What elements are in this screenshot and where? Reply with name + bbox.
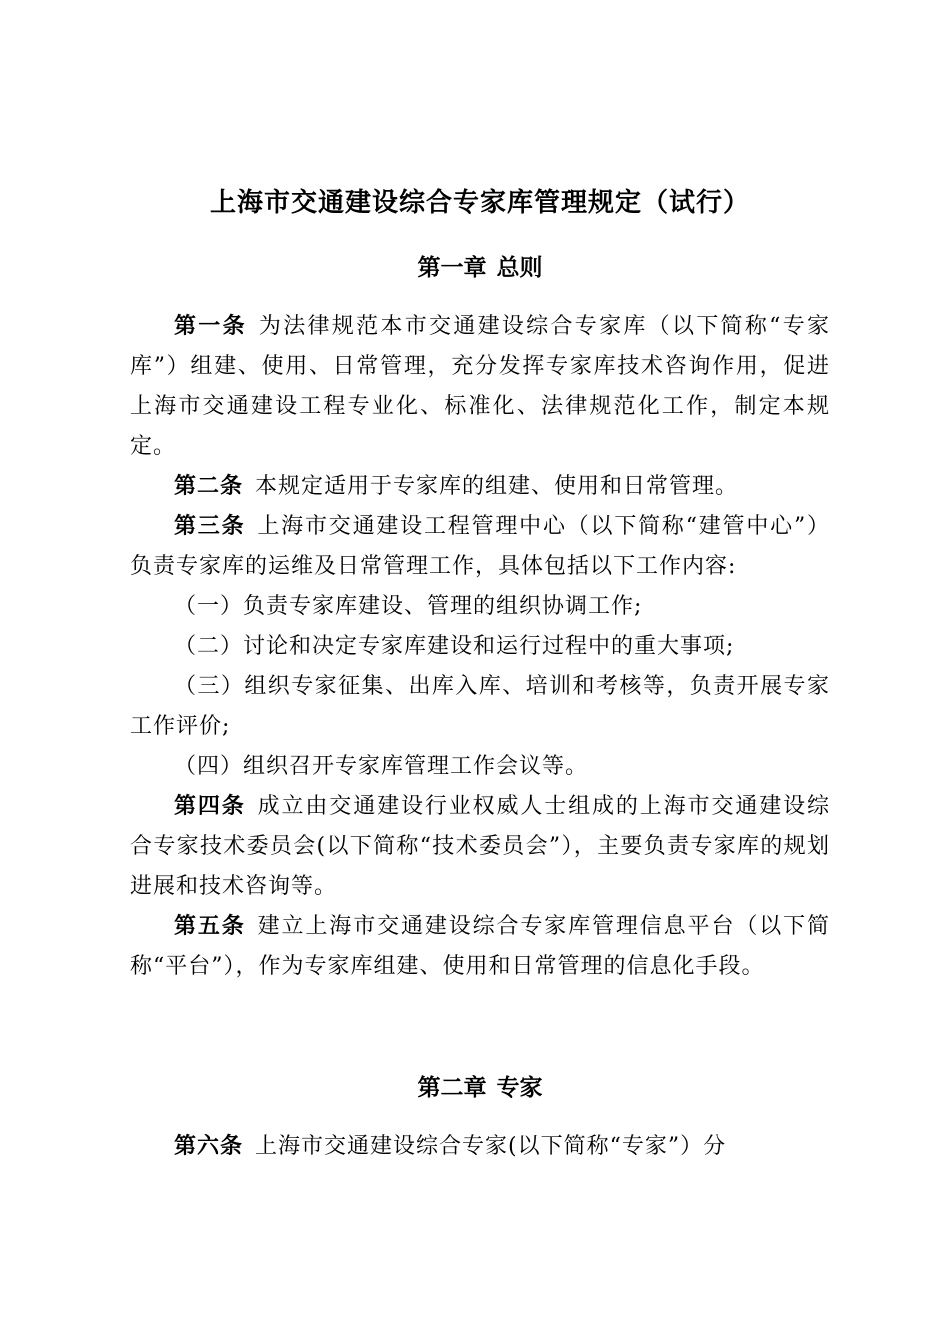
article-3-item-2: （二）讨论和决定专家库建设和运行过程中的重大事项; — [174, 634, 735, 659]
chapter-2-body — [130, 1127, 830, 1167]
article-text: 本规定适用于专家库的组建、使用和日常管理。 — [255, 474, 739, 499]
article-label: 第六条 — [174, 1134, 244, 1159]
article-label: 第五条 — [174, 914, 246, 939]
article-3-item-4: （四）组织召开专家库管理工作会议等。 — [174, 754, 589, 779]
article-3-item-1: （一）负责专家库建设、管理的组织协调工作; — [174, 594, 643, 619]
article-1 — [130, 307, 830, 467]
article-5 — [130, 907, 830, 987]
article-text: 建立上海市交通建设综合专家库管理信息平台（以下简称“平台”），作为专家库组建、使用和日常管理的信息化手段。 — [130, 914, 830, 979]
article-label: 第一条 — [174, 314, 247, 339]
article-6 — [130, 1127, 830, 1167]
chapter-name: 专家 — [496, 1075, 543, 1101]
chapter-label: 第二章 — [417, 1075, 487, 1101]
chapter-heading-2 — [130, 1068, 830, 1108]
chapter-label: 第一章 — [417, 255, 487, 281]
chapter-heading-1 — [130, 248, 830, 288]
article-text: 成立由交通建设行业权威人士组成的上海市交通建设综合专家技术委员会(以下简称“技术委员会”），主要负责专家库的规划进展和技术咨询等。 — [130, 794, 830, 899]
article-label: 第二条 — [174, 474, 244, 499]
article-4 — [130, 787, 830, 907]
article-3-item-3: （三）组织专家征集、出库入库、培训和考核等，负责开展专家工作评价; — [130, 674, 830, 739]
document-title: 上海市交通建设综合专家库管理规定（试行） — [209, 188, 750, 218]
article-label: 第四条 — [174, 794, 246, 819]
article-3 — [130, 507, 830, 587]
chapter-name: 总则 — [496, 255, 543, 281]
article-label: 第三条 — [174, 514, 246, 539]
article-text: 为法律规范本市交通建设综合专家库（以下简称“专家库”）组建、使用、日常管理，充分发挥专家库技术咨询作用，促进上海市交通建设工程专业化、标准化、法律规范化工作，制定本规定。 — [130, 314, 830, 459]
article-text: 上海市交通建设综合专家(以下简称“专家”）分 — [255, 1134, 727, 1159]
article-2 — [130, 467, 830, 507]
chapter-1-body — [130, 307, 830, 987]
article-text: 上海市交通建设工程管理中心（以下简称“建管中心”）负责专家库的运维及日常管理工作，具体包括以下工作内容: — [130, 514, 830, 579]
